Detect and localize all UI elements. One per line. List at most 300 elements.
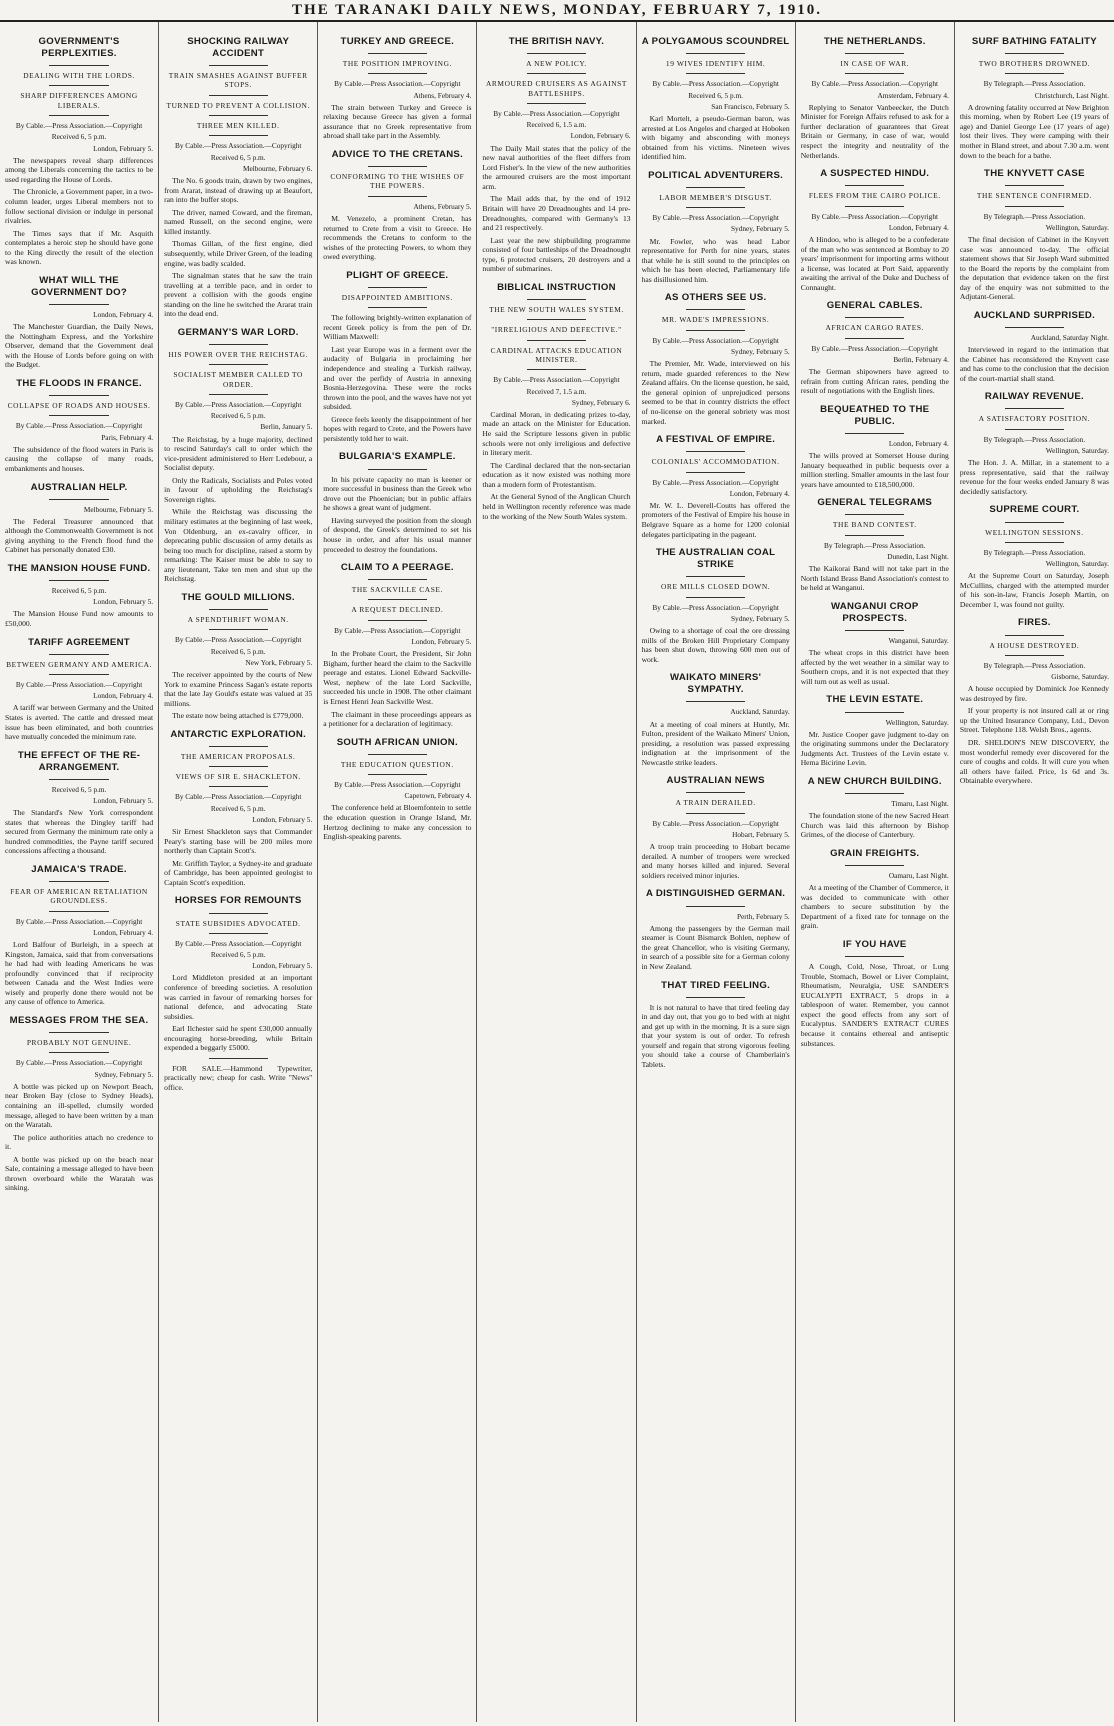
divider [845, 793, 904, 794]
divider [209, 933, 268, 934]
article-subheading: "IRRELIGIOUS AND DEFECTIVE." [491, 325, 622, 335]
divider [845, 433, 904, 434]
byline: By Telegraph.—Press Association. [983, 660, 1086, 670]
dateline: Sydney, February 5. [731, 346, 790, 356]
article-heading: THE LEVIN ESTATE. [826, 694, 924, 706]
received-time: Received 6, 5 p.m. [210, 803, 266, 813]
byline: By Cable.—Press Association.—Copyright [15, 421, 143, 431]
divider [686, 576, 745, 577]
divider [49, 779, 108, 780]
article-heading: IF YOU HAVE [842, 938, 907, 950]
article [642, 672, 790, 767]
column-4 [477, 22, 636, 1722]
article [642, 775, 790, 880]
divider [368, 73, 427, 74]
article-paragraph: The Manchester Guardian, the Daily News, the Nottingham Express, and the Yorkshire Observer, demand that the Government deal with the House of Lords before going on with the Budget. [5, 322, 154, 370]
divider [368, 774, 427, 775]
article-paragraph: The wills proved at Somerset House during January bequeathed in public bequests over a million sterling. Smaller amounts in the last four years have amounted to £18,500,000. [800, 451, 949, 489]
article-heading: SURF BATHING FATALITY [971, 36, 1097, 47]
article-heading: AUCKLAND SURPRISED. [973, 309, 1096, 321]
divider [209, 394, 268, 395]
byline: By Cable.—Press Association.—Copyright [811, 79, 939, 89]
dateline: Sydney, February 5. [731, 613, 790, 623]
divider [686, 597, 745, 598]
dateline: Timaru, Last Night. [891, 799, 949, 809]
article-paragraph: Last year the new shipbuilding programme consisted of four battleships of the Dreadnought type, 6 protected cruisers, 20 destroyers and a number of submarines. [482, 235, 631, 274]
article-heading: THAT TIRED FEELING. [661, 979, 771, 991]
byline: By Cable.—Press Association.—Copyright [811, 211, 939, 221]
divider [845, 514, 904, 515]
dateline: London, February 4. [93, 310, 154, 320]
article [5, 378, 153, 473]
article-subheading: COLONIALS' ACCOMMODATION. [651, 457, 780, 467]
divider [527, 299, 586, 300]
article-subheading: CONFORMING TO THE WISHES OF THE POWERS. [330, 172, 465, 191]
article-subheading: FEAR OF AMERICAN RETALIATION GROUNDLESS. [10, 887, 148, 906]
article-heading: WAIKATO MINERS' SYMPATHY. [670, 672, 762, 696]
divider [209, 65, 268, 66]
byline: By Cable.—Press Association.—Copyright [174, 792, 302, 802]
article-subheading: DISAPPOINTED AMBITIONS. [341, 292, 453, 302]
article [642, 292, 790, 426]
article-paragraph: At a meeting of coal miners at Huntly, Mr. Fulton, president of the Waikato Miners' Union, presiding, a resolution was passed expressing indignation at the imprisonment of the Newcastle strike leaders. [641, 719, 790, 767]
article-subheading: MR. WADE'S IMPRESSIONS. [661, 315, 770, 325]
divider [368, 53, 427, 54]
divider [209, 115, 268, 116]
article-heading: JAMAICA'S TRADE. [31, 863, 127, 875]
article [5, 482, 153, 556]
byline: By Telegraph.—Press Association. [983, 547, 1086, 557]
article-subheading: BETWEEN GERMANY AND AMERICA. [6, 659, 152, 669]
byline: By Cable.—Press Association.—Copyright [15, 1058, 143, 1068]
article-heading: ADVICE TO THE CRETANS. [331, 149, 464, 161]
received-time: Received 6, 5 p.m. [51, 586, 107, 596]
dateline: Auckland, Saturday Night. [1030, 332, 1109, 342]
byline: By Telegraph.—Press Association. [824, 540, 926, 550]
article [164, 592, 312, 721]
divider [686, 330, 745, 331]
article [642, 170, 790, 285]
article-paragraph: The Premier, Mr. Wade, interviewed on his return, made guarded references to the New Zealand affairs. On the license question, he said, the general opinion of unprejudiced persons seemed to be that in country districts the effect of no-license on the general sobriety was most marked. [641, 359, 790, 426]
divider [845, 206, 904, 207]
article-paragraph: Owing to a shortage of coal the ore dressing mills of the Broken Hill Proprietary Company has been shut down, throwing 600 men out of work. [641, 625, 790, 664]
divider [845, 185, 904, 186]
dateline: Wellington, Saturday. [1045, 222, 1109, 232]
article-subheading: TRAIN SMASHES AGAINST BUFFER STOPS. [168, 71, 308, 90]
article-subheading: DEALING WITH THE LORDS. [23, 71, 135, 81]
article-paragraph: Last year Europe was in a ferment over the audacity of Bulgaria in proclaiming her independence and stealing a Turkish railway, and over the perfidy of Austria in annexing Bosnia-Herzegovina. These were the rocks thrown into the pool, and the waves have not yet subsided. [323, 344, 472, 412]
divider [527, 369, 586, 370]
article-paragraph: Karl Mortelt, a pseudo-German baron, was arrested at Los Angeles and charged at Hoboken with bigamy and absconding with moneys obtained from his victims. Nineteen wives identified him. [641, 113, 790, 162]
article-heading: ANTARCTIC EXPLORATION. [170, 728, 307, 740]
article-paragraph: The No. 6 goods train, drawn by two engines, from Ararat, instead of drawing up at Beaufort, ran into the buffer stops. [164, 176, 313, 205]
divider [1005, 635, 1065, 636]
article-heading: MESSAGES FROM THE SEA. [9, 1015, 149, 1027]
article [323, 149, 471, 262]
divider [845, 317, 904, 318]
article-paragraph: If your property is not insured call at or ring up the United Insurance Company, Ltd., Devon Street. Telephone 118. Welsh Bros., agents. [959, 706, 1109, 735]
article-heading: AS OTHERS SEE US. [664, 292, 767, 304]
article-subheading: ARMOURED CRUISERS AS AGAINST BATTLESHIPS. [485, 79, 627, 98]
article [642, 434, 790, 539]
divider [368, 754, 427, 755]
article-heading: GERMANY'S WAR LORD. [177, 326, 299, 338]
article [5, 1015, 153, 1193]
received-time: Received 6, 5 p.m. [210, 950, 266, 960]
article-subheading: THREE MEN KILLED. [196, 121, 280, 131]
article-paragraph: The German shipowners have agreed to refrain from cutting African rates, pending the result of negotiations with the English lines. [800, 367, 949, 396]
article [960, 504, 1109, 609]
article-heading: CLAIM TO A PEERAGE. [340, 562, 454, 574]
article-subheading: IN CASE OF WAR. [840, 59, 910, 69]
dateline: Wellington, Saturday. [885, 717, 949, 727]
divider [527, 53, 586, 54]
article-paragraph: The Federal Treasurer announced that although the Commonwealth Government is not giving anything to the French flood fund the Cabinet has personally donated £30. [5, 516, 154, 555]
divider [527, 103, 586, 104]
byline: By Cable.—Press Association.—Copyright [174, 938, 302, 948]
divider [686, 813, 745, 814]
dateline: London, February 5. [93, 597, 154, 607]
dateline: Sydney, February 5. [94, 1069, 154, 1079]
byline: By Cable.—Press Association.—Copyright [15, 680, 143, 690]
article [5, 36, 153, 267]
article-subheading: COLLAPSE OF ROADS AND HOUSES. [7, 401, 151, 411]
divider [845, 712, 904, 713]
article-paragraph: The foundation stone of the new Sacred Heart Church was laid this afternoon by Bishop Grimes, of the diocese of Canterbury. [800, 811, 949, 840]
article-heading: A FESTIVAL OF EMPIRE. [656, 434, 776, 446]
article-paragraph: Lord Balfour of Burleigh, in a speech at Kingston, Jamaica, said that from conversations he had had with leading Americans he was profoundly convinced that if reciprocity between Canada and the West Indies were wisely and properly done there would not be any cause of offence to America. [5, 940, 154, 1007]
divider [209, 746, 268, 747]
article-subheading: SHARP DIFFERENCES AMONG LIBERALS. [20, 91, 138, 110]
article-paragraph: A Hindoo, who is alleged to be a confederate of the man who was sentenced at Bombay to 20 years' imprisonment for importing arms without a license, was located at Port Said, apparently awaiting the arrival of the Duke and Duchess of Connaught. [800, 234, 949, 292]
article-subheading: TURNED TO PREVENT A COLLISION. [166, 100, 310, 110]
divider [1005, 522, 1065, 523]
article-paragraph: Thomas Gillan, of the first engine, died subsequently, while Driver Green, of the leading engine, was badly scalded. [164, 239, 313, 268]
dateline: Wellington, Saturday. [1045, 559, 1109, 569]
dateline: London, February 4. [888, 438, 949, 448]
divider [209, 135, 268, 136]
article-paragraph: A drowning fatality occurred at New Brighton this morning, when by Robert Lee (19 years of age) and Daniel George Lee (17 years of age) lost their lives. They were camping with their mother in Bland street, and about 7.30 a.m. went down to the beach for a bathe. [959, 102, 1109, 160]
divider [209, 344, 268, 345]
dateline: London, February 4. [93, 927, 154, 937]
article-paragraph: A house occupied by Dominick Joe Kennedy was destroyed by fire. [959, 684, 1109, 703]
article-heading: WANGANUI CROP PROSPECTS. [830, 600, 919, 624]
article-paragraph: The signalman states that he saw the train travelling at a terrible pace, and in order to prevent a collision with the goods engine standing on the line he switched the Ararat train into the dead end. [164, 271, 313, 319]
divider [845, 73, 904, 74]
column-2 [159, 22, 318, 1722]
article [642, 888, 790, 971]
article-heading: THE KNYVETT CASE [984, 168, 1085, 180]
article-subheading: THE SENTENCE CONFIRMED. [976, 191, 1092, 201]
divider [49, 85, 108, 86]
divider [49, 1052, 108, 1053]
divider [845, 630, 904, 631]
article-subheading: THE AMERICAN PROPOSALS. [180, 751, 296, 761]
article-paragraph: A troop train proceeding to Hobart became derailed. A number of troopers were wrecked and many horses killed and injured. Several soldiers received minor injuries. [641, 842, 790, 880]
article-heading: THE AUSTRALIAN COAL STRIKE [655, 547, 776, 571]
article-paragraph: At the Supreme Court on Saturday, Joseph McCullins, charged with the attempted murder of his son-in-law, Francis Joseph Martin, on December 1, was found not guilty. [959, 571, 1109, 609]
article-paragraph: Mr. Fowler, who was head Labor representative for Perth for nine years, states that while he is still sound to the principles on which he has been elected, Parliamentary life has disillusioned him. [641, 236, 790, 284]
article-paragraph: The Chronicle, a Government paper, in a two-column leader, urges Liberal members not to follow sectional division or indulge in personal rivalries. [5, 187, 154, 226]
divider [209, 364, 268, 365]
article-heading: SHOCKING RAILWAY ACCIDENT [187, 36, 290, 60]
divider [845, 535, 904, 536]
article-paragraph: A Cough, Cold, Nose, Throat, or Lung Trouble, Stomach, Bowel or Liver Complaint, Rheumatism, Neuralgia, USE SANDER'S EUCALYPTI EXTRACT, 5 drops in a tablespoon of water. Remember, you cannot expect the good effects from any sort of Eucalyptus. SANDER'S EXTRACT CURES because it contains ethereal and antiseptic substances. [800, 962, 949, 1048]
divider [686, 73, 745, 74]
byline: By Cable.—Press Association.—Copyright [652, 335, 779, 345]
received-time: Received 6, 5 p.m. [210, 152, 266, 162]
divider [686, 53, 745, 54]
article-paragraph: Only the Radicals, Socialists and Poles voted in favour of upholding the Reichstag's Sovereign rights. [164, 475, 313, 504]
divider [209, 629, 268, 630]
article [801, 404, 949, 490]
dateline: New York, February 5. [245, 657, 313, 667]
article-subheading: A REQUEST DECLINED. [351, 605, 444, 615]
article-paragraph: The Cardinal declared that the non-sectarian education as it now existed was nothing more than a modern form of Protestantism. [482, 460, 631, 489]
article-paragraph: The final decision of Cabinet in the Knyvett case was announced to-day. The official statement shows that Sir Joseph Ward submitted to the Board the reports by the complaint from the deputation that evidence taken on the first day of the enquiry was not submitted to the Adjutant-General. [959, 234, 1109, 302]
article-subheading: A SPENDTHRIFT WOMAN. [187, 615, 289, 625]
article-paragraph: Lord Middleton presided at an important conference of breeding societies. A resolution was carried in favour of remarking horses for national defence, and advocating State subsidies. [164, 973, 313, 1021]
column-5 [637, 22, 796, 1722]
article-heading: BEQUEATHED TO THE PUBLIC. [820, 403, 930, 427]
article-subheading: THE EDUCATION QUESTION. [340, 759, 454, 769]
article-heading: THE NETHERLANDS. [823, 36, 926, 47]
divider [209, 766, 268, 767]
article-heading: GENERAL TELEGRAMS [817, 497, 933, 509]
divider [686, 792, 745, 793]
article [960, 168, 1109, 302]
byline: By Cable.—Press Association.—Copyright [652, 477, 779, 487]
divider [527, 319, 586, 320]
dateline: London, February 4. [888, 222, 949, 232]
article [801, 848, 949, 931]
article-subheading: THE SACKVILLE CASE. [351, 585, 443, 595]
byline: By Telegraph.—Press Association. [983, 79, 1086, 89]
article [801, 168, 949, 292]
article-heading: A SUSPECTED HINDU. [820, 168, 930, 180]
article-paragraph: The strain between Turkey and Greece is relaxing because Greece has given a formal assurance that no Greek representative from abroad shall take part in the Assembly. [323, 102, 472, 141]
article-subheading: 19 WIVES IDENTIFY HIM. [665, 59, 766, 69]
byline: By Cable.—Press Association.—Copyright [174, 399, 302, 409]
article [801, 939, 949, 1048]
dateline: Sydney, February 6. [571, 397, 631, 407]
article-heading: AUSTRALIAN HELP. [30, 481, 128, 493]
article-paragraph: Greece feels keenly the disappointment of her hopes with regard to Crete, and the Powers have persistently told her to wait. [323, 414, 472, 443]
byline: By Cable.—Press Association.—Copyright [334, 625, 461, 635]
article [5, 750, 153, 856]
divider [49, 115, 108, 116]
article-paragraph: Sir Ernest Shackleton says that Commander Peary's starting base will be 200 miles more northerly than Captain Scott's. [164, 827, 313, 856]
divider [368, 307, 427, 308]
article-heading: WHAT WILL THE GOVERNMENT DO? [31, 274, 127, 298]
byline: By Cable.—Press Association.—Copyright [334, 79, 461, 89]
divider [368, 620, 427, 621]
divider [845, 53, 904, 54]
dateline: Paris, February 4. [101, 432, 154, 442]
dateline: London, February 5. [93, 143, 154, 153]
divider [49, 415, 108, 416]
article-subheading: AFRICAN CARGO RATES. [825, 323, 924, 333]
article-paragraph: Mr. Justice Cooper gave judgment to-day on the originating summons under the Declaratory Judgments Act. Trustees of the Levin estate v. Hema Bicirine Levin. [800, 729, 949, 768]
article-subheading: A HOUSE DESTROYED. [989, 640, 1080, 650]
divider [686, 207, 745, 208]
article [801, 776, 949, 840]
article [801, 36, 949, 160]
article-paragraph: Having surveyed the position from the slough of despond, the Greek's determined to set his house in order, and after his usual manner proceeded to destroy the foundations. [323, 515, 472, 554]
article [801, 601, 949, 687]
article-subheading: FLEES FROM THE CAIRO POLICE. [808, 191, 941, 201]
article [960, 36, 1109, 160]
article-paragraph: The driver, named Coward, and the fireman, named Russell, on the second engine, were killed instantly. [164, 207, 313, 236]
article [5, 275, 153, 370]
article-paragraph: The subsidence of the flood waters in Paris is causing the collapse of many roads, embankments and houses. [5, 444, 154, 473]
divider [49, 304, 108, 305]
article-paragraph: The conference held at Bloemfontein to settle the education question in Orange Island, Mr. Hertzog declining to make any concession to English-speaking parents. [323, 803, 472, 842]
article-heading: POLITICAL ADVENTURERS. [648, 169, 784, 181]
article [323, 737, 471, 842]
article-subheading: A NEW POLICY. [526, 59, 587, 69]
article-paragraph: A tariff war between Germany and the United States is averted. The cattle and dressed meat issue has been eliminated, and both countries have mutually conceded the minimum rate. [5, 703, 154, 742]
divider [686, 309, 745, 310]
byline: By Cable.—Press Association.—Copyright [652, 213, 779, 223]
article [801, 694, 949, 768]
article-paragraph: It is not natural to have that tired feeling day in and day out, that you go to bed with at night and get up with in the morning. It is a sure sign that your system is out of order. To refresh yourself and regain that strong vigorous feeling you should take a course of Chamberlain's Tablets. [641, 1002, 790, 1069]
dateline: London, February 4. [93, 691, 154, 701]
article [164, 729, 312, 888]
divider [845, 956, 904, 957]
dateline: Melbourne, February 5. [83, 504, 154, 514]
article-paragraph: Earl Ilchester said he spent £30,000 annually encouraging horse-breeding, while Britain expended a beggarly £5000. [164, 1024, 313, 1053]
article-heading: PLIGHT OF GREECE. [346, 269, 449, 281]
byline: By Cable.—Press Association.—Copyright [652, 602, 779, 612]
article [960, 617, 1109, 785]
divider [686, 187, 745, 188]
article [801, 497, 949, 592]
dateline: London, February 5. [93, 795, 154, 805]
article-heading: A DISTINGUISHED GERMAN. [646, 888, 786, 900]
article [5, 864, 153, 1007]
column-3 [318, 22, 477, 1722]
divider [368, 287, 427, 288]
article [482, 282, 630, 521]
article-paragraph: The Mansion House Fund now amounts to £50,000. [5, 609, 154, 629]
divider [49, 674, 108, 675]
article [164, 327, 312, 584]
dateline: London, February 6. [570, 131, 631, 141]
received-time: Received 6, 5 p.m. [51, 132, 107, 142]
article-paragraph: The receiver appointed by the courts of New York to examine Princess Sagan's estate reports that the late Jay Gould's estate was valued at 35 millions. [164, 669, 313, 708]
divider [49, 881, 108, 882]
dateline: London, February 5. [252, 961, 313, 971]
dateline: London, February 5. [411, 636, 472, 646]
dateline: London, February 4. [729, 488, 790, 498]
article-subheading: THE BAND CONTEST. [832, 520, 917, 530]
article-paragraph: The Mail adds that, by the end of 1912 Britain will have 20 Dreadnoughts and 14 pre-Dreadnoughts, compared with Germany's 13 and 21 respectively. [482, 194, 631, 233]
divider [368, 469, 427, 470]
divider [49, 65, 108, 66]
article-heading: TURKEY AND GREECE. [340, 36, 455, 47]
byline: By Cable.—Press Association.—Copyright [15, 121, 143, 131]
byline: By Cable.—Press Association.—Copyright [493, 109, 620, 119]
article [323, 36, 471, 141]
dateline: Hobart, February 5. [732, 829, 790, 839]
divider [527, 73, 586, 74]
article-paragraph: The police authorities attach no credence to it. [5, 1132, 154, 1152]
received-time: Received 6, 5 p.m. [688, 90, 743, 100]
article-paragraph: Cardinal Moran, in dedicating prizes to-day, made an attack on the Minister for Education. He said the Scripture lessons given in public schools were not only irreligious and defective in literary merit. [482, 409, 631, 458]
article-paragraph: Interviewed in regard to the intimation that the Cabinet has reconsidered the Knyvett case and has come to the conclusion that the decision of the court-martial shall stand. [959, 345, 1109, 383]
article [642, 547, 790, 664]
article-subheading: A SATISFACTORY POSITION. [978, 414, 1091, 424]
article-paragraph: DR. SHELDON'S NEW DISCOVERY, the most wonderful remedy ever discovered for the cure of coughs and colds. It will cure you when all others have failed. Price, 1s 6d and 3s. Obtainable everywhere. [959, 738, 1109, 786]
column-1 [0, 22, 159, 1722]
article-paragraph: The claimant in these proceedings appears as a petitioner for a declaration of legitimacy. [323, 709, 472, 729]
article [323, 270, 471, 444]
divider [1005, 429, 1065, 430]
article-heading: GRAIN FREIGHTS. [830, 847, 920, 859]
article-paragraph: M. Venezelo, a prominent Cretan, has returned to Crete from a visit to Greece. He recommends the Cretans to conform to the wishes of the protecting Powers, to whom they owed everything. [323, 213, 472, 262]
divider [368, 579, 427, 580]
masthead: THE TARANAKI DAILY NEWS, MONDAY, FEBRUARY 7, 1910. [0, 0, 1114, 22]
article [5, 637, 153, 742]
article-heading: TARIFF AGREEMENT [28, 636, 130, 648]
article-heading: AUSTRALIAN NEWS [666, 775, 765, 787]
divider [686, 472, 745, 473]
divider [1005, 73, 1065, 74]
article-heading: A POLYGAMOUS SCOUNDREL [641, 36, 790, 47]
received-time: Received 7, 1.5 a.m. [526, 386, 587, 396]
byline: By Telegraph.—Press Association. [983, 211, 1086, 221]
divider [49, 654, 108, 655]
article-paragraph: The following brightly-written explanation of recent Greek policy is from the pen of Dr. William Maxwell: [323, 313, 472, 342]
article-subheading: STATE SUBSIDIES ADVOCATED. [175, 918, 301, 928]
divider [1005, 327, 1065, 328]
article-subheading: HIS POWER OVER THE REICHSTAG. [168, 349, 309, 359]
byline: By Cable.—Press Association.—Copyright [334, 780, 461, 790]
article-subheading: LABOR MEMBER'S DISGUST. [659, 192, 772, 202]
dateline: Berlin, January 5. [260, 422, 313, 432]
divider [1005, 53, 1065, 54]
received-time: Received 6, 5 p.m. [51, 784, 107, 794]
article [960, 310, 1109, 384]
byline: By Telegraph.—Press Association. [983, 434, 1086, 444]
article [164, 895, 312, 1052]
article-paragraph: In the Probate Court, the President, Sir John Bigham, further heard the claim to the Sackville peerage and estates. Lionel Edward Sackville-West, nephew of the late Lord Sackville, succeeded his uncle in 1908. The other claimant is Ernest Henri Jean Sackville West. [323, 649, 472, 706]
article-heading: THE FLOODS IN FRANCE. [16, 378, 142, 390]
dateline: Wanganui, Saturday. [888, 636, 949, 645]
article-heading: FIRES. [1018, 617, 1051, 629]
article-heading: THE MANSION HOUSE FUND. [7, 563, 151, 575]
article-subheading: THE NEW SOUTH WALES SYSTEM. [489, 305, 624, 315]
article-paragraph: The estate now being attached is £779,000. [172, 711, 304, 721]
article-subheading: THE POSITION IMPROVING. [342, 59, 452, 69]
divider [1005, 655, 1065, 656]
dateline: Berlin, February 4. [893, 354, 949, 364]
divider [686, 701, 745, 702]
article [482, 36, 630, 274]
article-paragraph: The Times says that if Mr. Asquith contemplates a heroic step he should have gone to the King directly the result of the election was known. [5, 228, 154, 267]
article-subheading: A TRAIN DERAILED. [675, 798, 756, 808]
article-paragraph: In his private capacity no man is keener or more successful in business than the Greek who drove out the Phoenician; but in public affairs he shows a great want of judgment. [323, 474, 472, 513]
byline: By Cable.—Press Association.—Copyright [811, 343, 939, 353]
dateline: Athens, February 4. [413, 90, 472, 100]
article-heading: A NEW CHURCH BUILDING. [807, 775, 942, 787]
byline: By Cable.—Press Association.—Copyright [652, 818, 779, 828]
divider [1005, 542, 1065, 543]
dateline: Perth, February 5. [737, 911, 790, 921]
article-paragraph: The newspapers reveal sharp differences among the Liberals concerning the tactics to be used regarding the House of Lords. [5, 155, 154, 184]
article-paragraph: The Reichstag, by a huge majority, declined to rescind Saturday's call to order which the vice-president administered to Herr Ledebour, a Socialist deputy. [164, 434, 313, 473]
